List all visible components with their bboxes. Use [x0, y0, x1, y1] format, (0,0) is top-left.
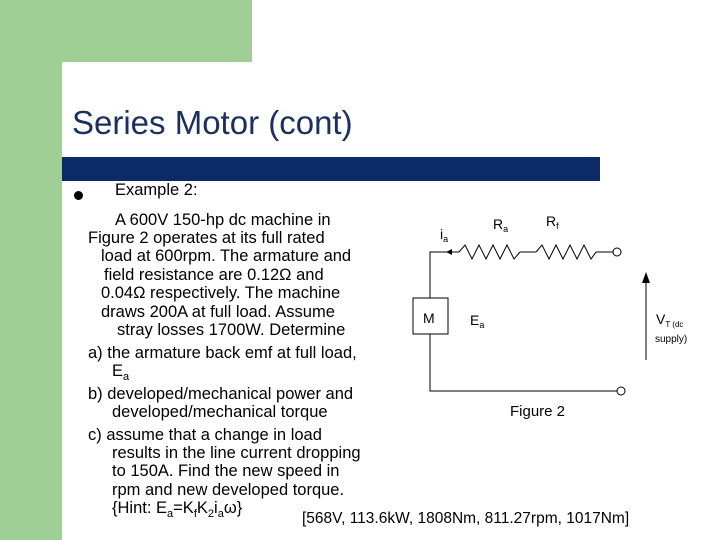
- motor-label: M: [423, 310, 435, 326]
- voltage-arrow-icon: [642, 272, 650, 283]
- part-b-line-1: b) developed/mechanical power and: [88, 385, 354, 403]
- slide-title: Series Motor (cont): [72, 104, 353, 141]
- back-emf-label: $E_a$: [470, 312, 485, 330]
- figure-caption: Figure 2: [510, 403, 566, 420]
- armature-resistance-label: $R_a$: [493, 216, 509, 234]
- part-b-line-2: developed/mechanical torque: [112, 403, 328, 421]
- statement-line-4: field resistance are 0.12Ω and: [104, 266, 324, 284]
- motor-bottom-wire: [430, 333, 617, 391]
- hint-formula: {Hint: $E_a=K_fK_2i_a\omega$}: [112, 499, 243, 520]
- statement-line-2: Figure 2 operates at its full rated: [88, 229, 325, 247]
- bottom-terminal-icon: [617, 387, 625, 395]
- statement-line-1: A 600V 150-hp dc machine in: [115, 211, 331, 229]
- part-a-text: a) the armature back emf at full load,: [88, 344, 357, 362]
- top-terminal-icon: [613, 248, 621, 256]
- answers-line: [568V, 113.6kW, 1808Nm, 811.27rpm, 1017Nm]: [302, 510, 630, 527]
- example-heading: Example 2:: [115, 181, 198, 199]
- part-c-line-4: rpm and new developed torque.: [112, 481, 345, 499]
- statement-line-7: stray losses 1700W. Determine: [117, 321, 346, 339]
- part-c-line-2: results in the line current dropping: [112, 444, 361, 462]
- armature-resistor: [459, 245, 520, 259]
- field-resistor: [536, 245, 596, 259]
- terminal-voltage-label: $V_{T (dc}$: [656, 311, 684, 329]
- supply-label: supply): [655, 334, 688, 345]
- field-resistance-label: $R_f$: [546, 213, 559, 231]
- current-arrow-icon: [446, 249, 452, 255]
- part-c-line-3: to 150A. Find the new speed in: [112, 462, 340, 480]
- statement-line-5: 0.04Ω respectively. The machine: [101, 284, 341, 302]
- statement-line-6: draws 200A at full load. Assume: [101, 303, 335, 321]
- part-c-line-1: c) assume that a change in load: [88, 426, 322, 444]
- statement-line-3: load at 600rpm. The armature and: [101, 247, 352, 265]
- armature-current-label: $i_a$: [440, 226, 449, 244]
- part-a-variable: $E_a$: [112, 362, 130, 383]
